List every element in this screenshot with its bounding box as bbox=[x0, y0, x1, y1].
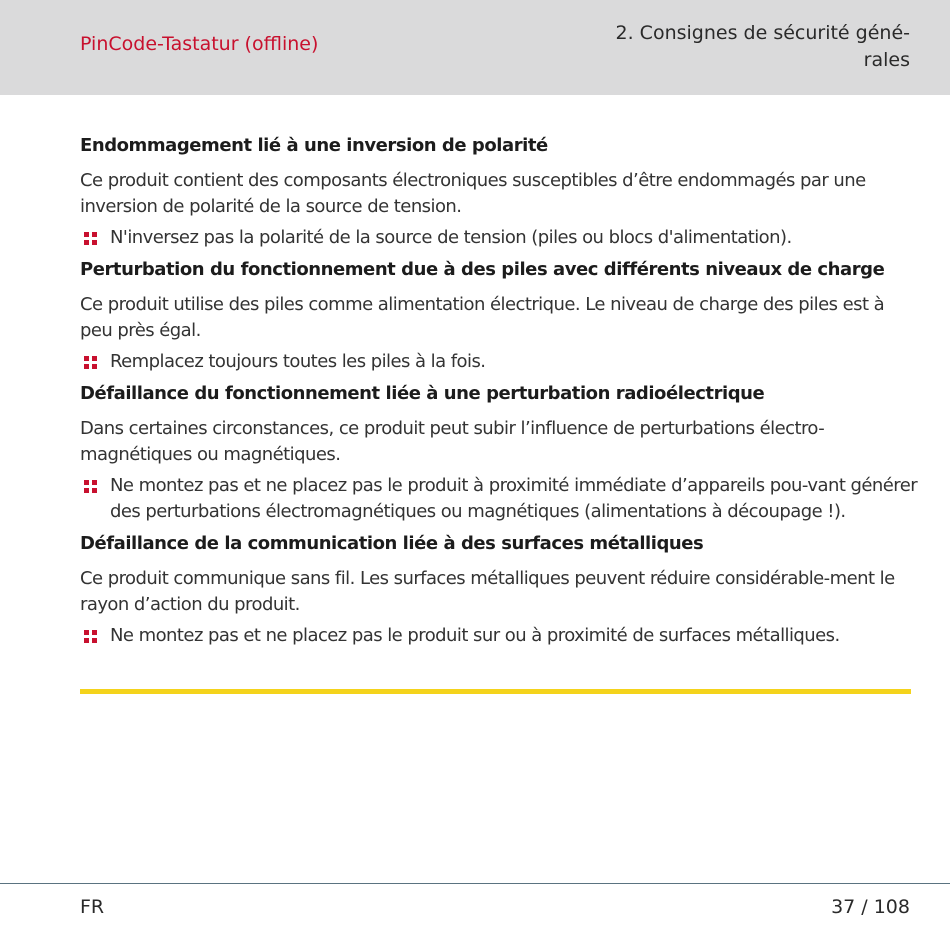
safety-section-metal bbox=[80, 531, 920, 649]
bullet-text: Ne montez pas et ne placez pas le produit sur ou à proximité de surfaces métalliques. bbox=[110, 625, 840, 646]
bullet-item bbox=[80, 623, 920, 649]
bullet-item bbox=[80, 349, 920, 375]
section-paragraph: Ce produit communique sans fil. Les surfaces métalliques peuvent réduire considérable-ment le rayon d’action du produit. bbox=[80, 568, 895, 615]
section-paragraph: Ce produit utilise des piles comme alimentation électrique. Le niveau de charge des piles est à peu près égal. bbox=[80, 294, 885, 341]
bullet-icon bbox=[84, 356, 97, 369]
section-paragraph: Dans certaines circonstances, ce produit peut subir l’influence de perturbations électro-magnétiques ou magnétiques. bbox=[80, 418, 825, 465]
bullet-text: Remplacez toujours toutes les piles à la fois. bbox=[110, 351, 486, 372]
page-header bbox=[0, 0, 950, 95]
product-title: PinCode-Tastatur (offline) bbox=[80, 33, 319, 55]
safety-section-polarity bbox=[80, 133, 920, 251]
section-heading: Défaillance de la communication liée à des surfaces métalliques bbox=[80, 533, 704, 554]
bullet-icon bbox=[84, 630, 97, 643]
bullet-icon bbox=[84, 232, 97, 245]
footer-language: FR bbox=[80, 896, 105, 918]
safety-section-battery bbox=[80, 257, 920, 375]
document-body bbox=[80, 133, 920, 655]
bullet-text: N'inversez pas la polarité de la source de tension (piles ou blocs d'alimentation). bbox=[110, 227, 792, 248]
bullet-item bbox=[80, 473, 920, 525]
section-end-divider bbox=[80, 689, 911, 694]
footer-divider bbox=[0, 883, 950, 884]
section-heading: Perturbation du fonctionnement due à des piles avec différents niveaux de charge bbox=[80, 259, 885, 280]
safety-section-radio bbox=[80, 381, 920, 525]
section-heading: Endommagement lié à une inversion de polarité bbox=[80, 135, 548, 156]
bullet-text: Ne montez pas et ne placez pas le produit à proximité immédiate d’appareils pou-vant générer des perturbations électromagnétiques ou magnétiques (alimentations à découpage !). bbox=[110, 475, 918, 522]
chapter-title: 2. Consignes de sécurité géné-rales bbox=[615, 22, 910, 71]
footer-page-number: 37 / 108 bbox=[831, 896, 910, 918]
bullet-icon bbox=[84, 480, 97, 493]
section-paragraph: Ce produit contient des composants électroniques susceptibles d’être endommagés par une inversion de polarité de la source de tension. bbox=[80, 170, 866, 217]
section-heading: Défaillance du fonctionnement liée à une perturbation radioélectrique bbox=[80, 383, 765, 404]
bullet-item bbox=[80, 225, 920, 251]
